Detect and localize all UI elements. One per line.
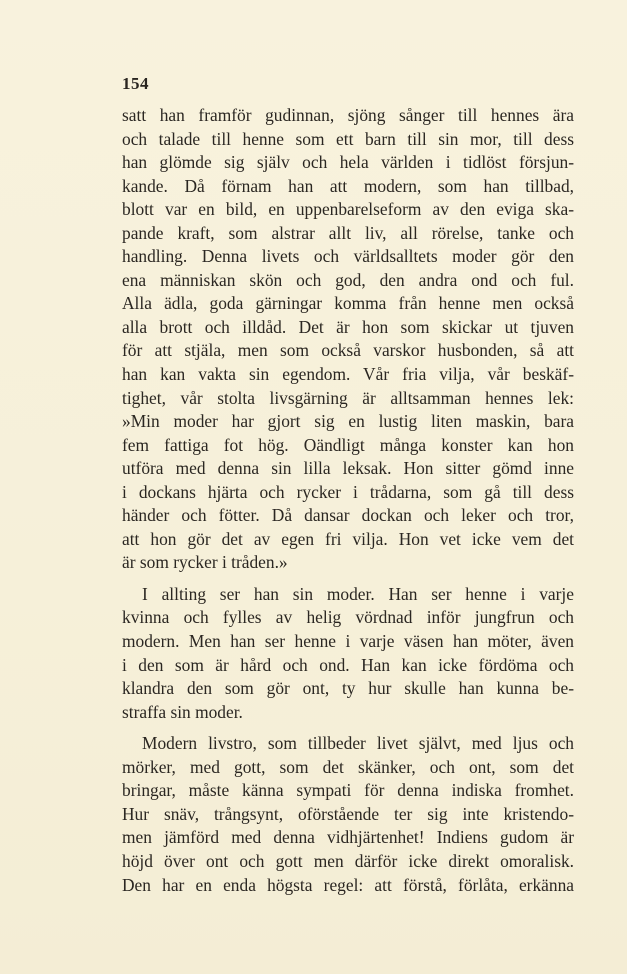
- text-line: ena människan skön och god, den andra ond och ful.: [122, 269, 574, 290]
- text-line: pande kraft, som alstrar allt liv, all rörelse, tanke och: [122, 222, 574, 243]
- text-line: han glömde sig själv och hela världen i tidlöst försjun-: [122, 152, 574, 173]
- text-line: handling. Denna livets och världsalltets moder gör den: [122, 246, 574, 267]
- text-line: fem fattiga fot hög. Oändligt många konster kan hon: [122, 434, 574, 455]
- text-line: Modern livstro, som tillbeder livet självt, med ljus och: [142, 733, 574, 754]
- text-line: han kan vakta sin egendom. Vår fria vilja, vår beskäf-: [122, 364, 574, 385]
- text-line: straffa sin moder.: [122, 701, 243, 722]
- text-line: kande. Då förnam han att modern, som han tillbad,: [122, 175, 574, 196]
- text-line: utföra med denna sin lilla leksak. Hon sitter gömd inne: [122, 458, 574, 479]
- paragraph-3: [122, 732, 574, 897]
- text-line: Den har en enda högsta regel: att förstå, förlåta, erkänna: [122, 874, 574, 895]
- text-line: men jämförd med denna vidhjärtenhet! Indiens gudom är: [122, 827, 574, 848]
- body-text: [122, 104, 574, 897]
- text-line: är som rycker i tråden.»: [122, 552, 288, 573]
- text-line: kvinna och fylles av helig vördnad inför jungfrun och: [122, 607, 574, 628]
- text-line: Alla ädla, goda gärningar komma från henne men också: [122, 293, 574, 314]
- text-line: Hur snäv, trångsynt, oförstående ter sig inte kristendo-: [122, 803, 574, 824]
- text-line: höjd över ont och gott men därför icke direkt omoralisk.: [122, 850, 574, 871]
- text-line: att hon gör det av egen fri vilja. Hon vet icke vem det: [122, 528, 574, 549]
- text-line: alla brott och illdåd. Det är hon som skickar ut tjuven: [122, 316, 574, 337]
- text-line: i dockans hjärta och rycker i trådarna, som gå till dess: [122, 481, 574, 502]
- paragraph-2: [122, 583, 574, 724]
- paragraph-gap: [122, 724, 574, 732]
- paragraph-1: [122, 104, 574, 575]
- text-line: i den som är hård och ond. Han kan icke fördöma och: [122, 654, 574, 675]
- text-line: tighet, vår stolta livsgärning är alltsamman hennes lek:: [122, 387, 574, 408]
- text-line: I allting ser han sin moder. Han ser henne i varje: [142, 583, 574, 604]
- text-line: och talade till henne som ett barn till sin mor, till dess: [122, 128, 574, 149]
- paragraph-gap: [122, 575, 574, 583]
- text-line: bringar, måste känna sympati för denna indiska fromhet.: [122, 780, 574, 801]
- text-line: satt han framför gudinnan, sjöng sånger till hennes ära: [122, 105, 574, 125]
- text-line: mörker, med gott, som det skänker, och ont, som det: [122, 756, 574, 777]
- text-line: händer och fötter. Då dansar dockan och leker och tror,: [122, 505, 574, 526]
- text-line: modern. Men han ser henne i varje väsen han möter, även: [122, 631, 574, 652]
- page-number: 154: [122, 74, 149, 93]
- text-line: klandra den som gör ont, ty hur skulle han kunna be-: [122, 678, 574, 699]
- text-line: »Min moder har gjort sig en lustig liten maskin, bara: [122, 411, 574, 432]
- text-line: för att stjäla, men som också varskor husbonden, så att: [122, 340, 574, 361]
- text-line: blott var en bild, en uppenbarelseform av den eviga ska-: [122, 199, 574, 220]
